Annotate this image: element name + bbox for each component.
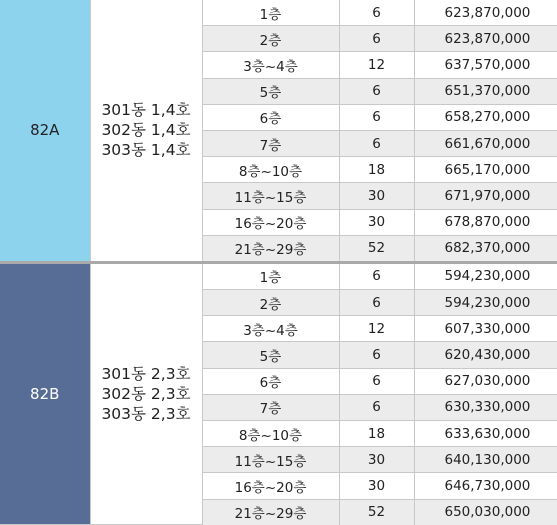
count-cell: 30 (339, 473, 414, 499)
floor-cell: 7층 (202, 130, 339, 156)
price-cell: 650,030,000 (414, 499, 557, 525)
count-cell: 52 (339, 235, 414, 262)
floor-cell: 3층~4층 (202, 52, 339, 78)
count-cell: 18 (339, 421, 414, 447)
floor-cell: 11층~15층 (202, 183, 339, 209)
unit-line: 301동 1,4호 (101, 101, 191, 120)
price-cell: 661,670,000 (414, 130, 557, 156)
count-cell: 6 (339, 130, 414, 156)
unit-line: 301동 2,3호 (101, 365, 191, 384)
unit-type-82a: 82A (0, 0, 90, 262)
count-cell: 6 (339, 394, 414, 420)
price-cell: 620,430,000 (414, 342, 557, 368)
group-82a (0, 0, 557, 262)
table-row (0, 262, 557, 289)
price-cell: 665,170,000 (414, 157, 557, 183)
price-cell: 678,870,000 (414, 209, 557, 235)
floor-cell: 21층~29층 (202, 235, 339, 262)
floor-cell: 2층 (202, 290, 339, 316)
count-cell: 6 (339, 342, 414, 368)
unit-type-82b: 82B (0, 262, 90, 524)
count-cell: 30 (339, 447, 414, 473)
unit-list-82b (90, 262, 202, 524)
floor-cell: 5층 (202, 78, 339, 104)
floor-cell: 8층~10층 (202, 157, 339, 183)
floor-cell: 8층~10층 (202, 421, 339, 447)
unit-line: 302동 1,4호 (101, 121, 191, 140)
count-cell: 6 (339, 26, 414, 52)
price-cell: 671,970,000 (414, 183, 557, 209)
floor-cell: 1층 (202, 0, 339, 26)
floor-cell: 3층~4층 (202, 316, 339, 342)
floor-cell: 6층 (202, 104, 339, 130)
floor-cell: 16층~20층 (202, 209, 339, 235)
count-cell: 12 (339, 52, 414, 78)
count-cell: 6 (339, 262, 414, 289)
price-cell: 630,330,000 (414, 394, 557, 420)
count-cell: 12 (339, 316, 414, 342)
price-cell: 651,370,000 (414, 78, 557, 104)
count-cell: 6 (339, 290, 414, 316)
price-cell: 646,730,000 (414, 473, 557, 499)
floor-cell: 6층 (202, 368, 339, 394)
count-cell: 52 (339, 499, 414, 525)
floor-cell: 21층~29층 (202, 499, 339, 525)
count-cell: 18 (339, 157, 414, 183)
price-cell: 682,370,000 (414, 235, 557, 262)
price-cell: 607,330,000 (414, 316, 557, 342)
price-cell: 594,230,000 (414, 262, 557, 289)
floor-cell: 16층~20층 (202, 473, 339, 499)
count-cell: 30 (339, 209, 414, 235)
price-cell: 640,130,000 (414, 447, 557, 473)
floor-cell: 11층~15층 (202, 447, 339, 473)
count-cell: 30 (339, 183, 414, 209)
unit-line: 303동 1,4호 (101, 141, 191, 160)
price-cell: 623,870,000 (414, 26, 557, 52)
unit-list-82a (90, 0, 202, 262)
floor-cell: 1층 (202, 262, 339, 289)
price-cell: 627,030,000 (414, 368, 557, 394)
price-cell: 658,270,000 (414, 104, 557, 130)
count-cell: 6 (339, 0, 414, 26)
price-cell: 637,570,000 (414, 52, 557, 78)
count-cell: 6 (339, 368, 414, 394)
price-cell: 594,230,000 (414, 290, 557, 316)
price-cell: 623,870,000 (414, 0, 557, 26)
price-cell: 633,630,000 (414, 421, 557, 447)
table-row (0, 0, 557, 26)
floor-cell: 7층 (202, 394, 339, 420)
floor-cell: 2층 (202, 26, 339, 52)
floor-cell: 5층 (202, 342, 339, 368)
count-cell: 6 (339, 104, 414, 130)
group-82b (0, 262, 557, 524)
unit-line: 303동 2,3호 (101, 405, 191, 424)
unit-line: 302동 2,3호 (101, 385, 191, 404)
count-cell: 6 (339, 78, 414, 104)
